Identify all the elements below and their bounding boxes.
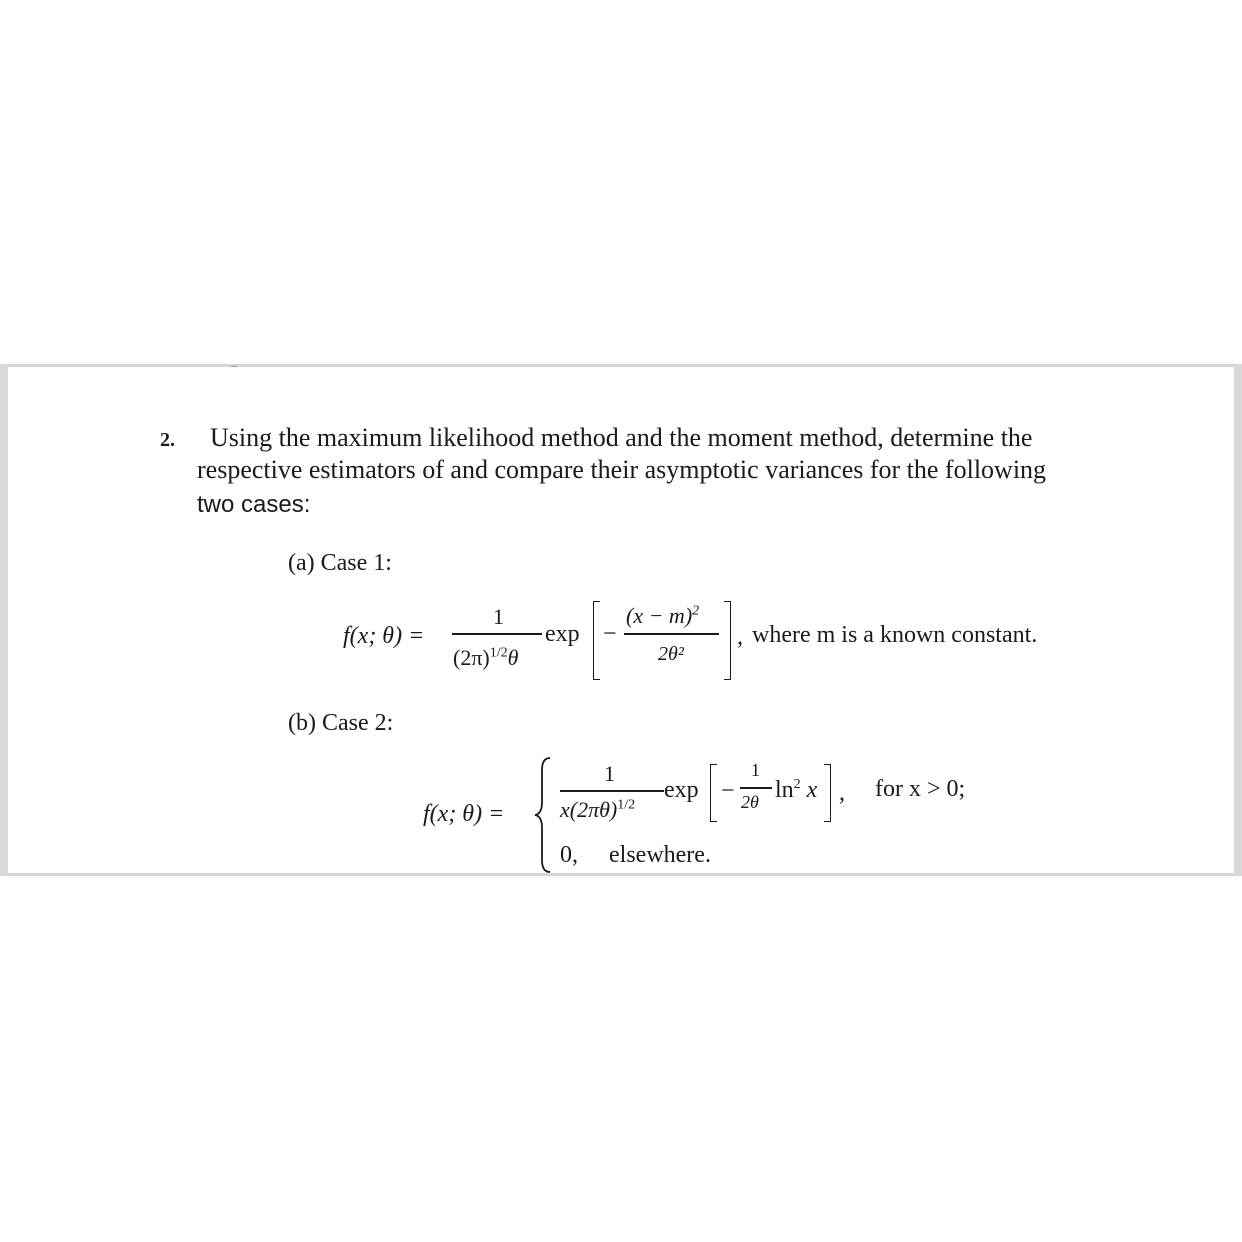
case-1-right-bracket	[724, 601, 731, 680]
case-2-ln: $\ln^2 x$	[775, 777, 818, 803]
case-1-comma: ,	[737, 624, 743, 650]
case-1-frac1-numerator: 1	[493, 604, 504, 629]
case-2-line2-value: 0,	[560, 842, 578, 868]
case-1-frac1-denominator: $(2\pi)^{1/2}\theta$	[453, 645, 519, 670]
case-2-frac1-numerator: 1	[604, 761, 615, 786]
case-2-lhs: f(x; θ) =	[423, 801, 505, 827]
case-1-frac2-denominator: 2θ²	[658, 643, 684, 665]
case-2-comma: ,	[839, 780, 845, 806]
case-1-label: (a) Case 1:	[288, 550, 392, 576]
problem-text-line-3: two cases:	[197, 491, 311, 518]
case-2-minus: −	[721, 778, 735, 804]
case-1-minus: −	[603, 621, 617, 647]
problem-text-line-2: respective estimators of and compare their asymptotic variances for the following	[197, 455, 1047, 484]
page-right-edge	[1234, 364, 1242, 876]
case-1-note: where m is a known constant.	[752, 622, 1038, 648]
case-2-frac2-bar	[740, 787, 772, 789]
case-1-frac1-bar	[452, 633, 542, 635]
case-2-left-brace	[532, 756, 554, 874]
case-2-right-bracket	[824, 764, 831, 822]
page-top-edge	[0, 364, 1242, 367]
page-bottom-edge	[0, 873, 1242, 876]
case-1-left-bracket	[593, 601, 600, 680]
case-1-frac2-bar	[624, 633, 719, 635]
case-2-left-bracket	[710, 764, 717, 822]
problem-text-line-1: Using the maximum likelihood method and the moment method, determine the	[210, 423, 1033, 452]
case-2-frac2-denominator: 2θ	[741, 792, 759, 812]
case-2-frac2-numerator: 1	[751, 760, 760, 780]
case-2-condition-1: for x > 0;	[875, 776, 966, 802]
case-2-frac1-denominator: $x(2\pi\theta)^{1/2}$	[560, 797, 636, 822]
stray-mark	[231, 366, 237, 367]
case-2-exp: exp	[664, 777, 699, 803]
page-left-edge	[0, 364, 8, 876]
problem-number: 2.	[160, 429, 175, 451]
case-1-exp: exp	[545, 621, 580, 647]
case-2-line2-condition: elsewhere.	[609, 842, 711, 868]
case-1-frac2-numerator: $(x - m)^2$	[626, 603, 700, 628]
case-2-label: (b) Case 2:	[288, 710, 394, 736]
case-1-lhs: f(x; θ) =	[343, 623, 425, 649]
case-2-frac1-bar	[560, 790, 664, 792]
